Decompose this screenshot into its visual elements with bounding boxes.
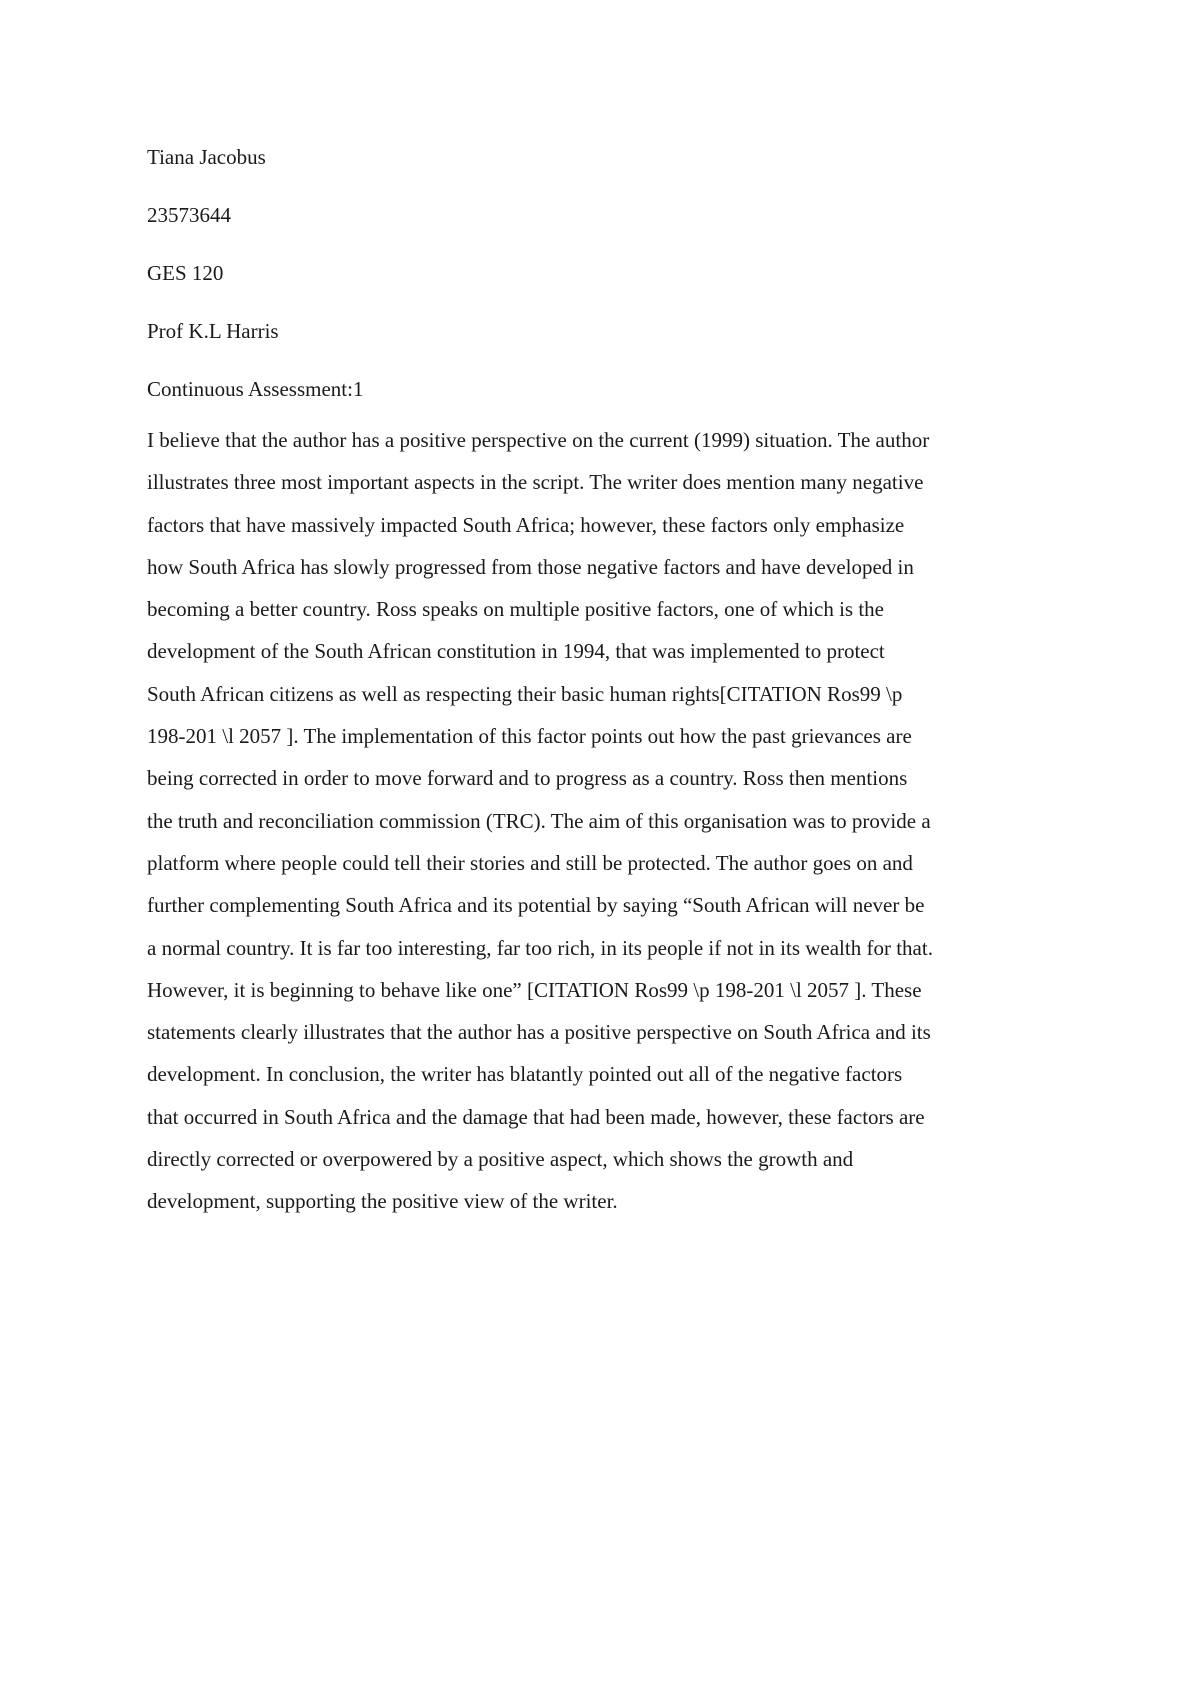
paragraph-line: how South Africa has slowly progressed from those negative factors and have developed in — [147, 554, 914, 579]
paragraph-line: South African citizens as well as respecting their basic human rights[CITATION Ros99 \p — [147, 681, 903, 706]
paragraph-line: a normal country. It is far too interesting, far too rich, in its people if not in its wealth for that. — [147, 935, 933, 960]
paragraph-line: further complementing South Africa and its potential by saying “South African will never be — [147, 893, 925, 918]
paragraph-line: factors that have massively impacted South Africa; however, these factors only emphasize — [147, 512, 905, 537]
document-content — [147, 143, 1062, 1223]
assessment-title: Continuous Assessment:1 — [147, 377, 364, 401]
paragraph-line: development of the South African constitution in 1994, that was implemented to protect — [147, 639, 885, 664]
paragraph-line: I believe that the author has a positive perspective on the current (1999) situation. The author — [147, 428, 930, 452]
module-code: GES 120 — [147, 261, 224, 285]
author-name: Tiana Jacobus — [147, 145, 266, 169]
paragraph-line: However, it is beginning to behave like one” [CITATION Ros99 \p 198-201 \l 2057 ]. These — [147, 977, 922, 1002]
essay-paragraph — [147, 419, 1062, 1223]
paragraph-line: the truth and reconciliation commission (TRC). The aim of this organisation was to provide a — [147, 808, 931, 833]
paragraph-line: development. In conclusion, the writer has blatantly pointed out all of the negative factors — [147, 1062, 903, 1087]
paragraph-line: that occurred in South Africa and the damage that had been made, however, these factors are — [147, 1104, 925, 1129]
paragraph-line: statements clearly illustrates that the author has a positive perspective on South Africa and its — [147, 1020, 931, 1045]
paragraph-line: illustrates three most important aspects in the script. The writer does mention many negative — [147, 470, 924, 495]
paragraph-line: platform where people could tell their stories and still be protected. The author goes on and — [147, 850, 913, 875]
student-number: 23573644 — [147, 203, 231, 227]
lecturer-name: Prof K.L Harris — [147, 319, 279, 343]
paragraph-line: development, supporting the positive view of the writer. — [147, 1189, 618, 1214]
paragraph-line: 198-201 \l 2057 ]. The implementation of this factor points out how the past grievances are — [147, 724, 912, 749]
paragraph-line: being corrected in order to move forward and to progress as a country. Ross then mentions — [147, 766, 908, 791]
paragraph-line: becoming a better country. Ross speaks on multiple positive factors, one of which is the — [147, 597, 884, 622]
paragraph-line: directly corrected or overpowered by a positive aspect, which shows the growth and — [147, 1147, 854, 1172]
